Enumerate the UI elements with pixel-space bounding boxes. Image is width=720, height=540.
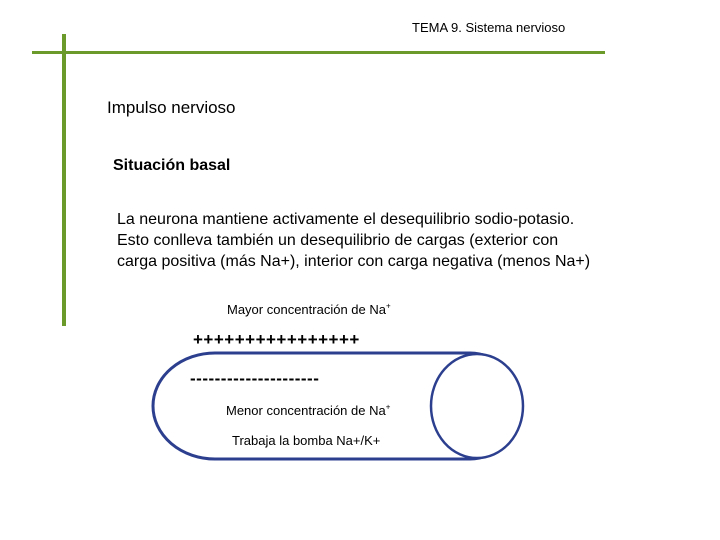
paragraph-line: Esto conlleva también un desequilibrio de cargas (exterior con (117, 232, 559, 249)
paragraph-line: La neurona mantiene activamente el desequilibrio sodio-potasio. (117, 211, 575, 228)
pump-circle (431, 354, 523, 458)
heading-situacion: Situación basal (113, 157, 231, 174)
menor-concentracion-label: Menor concentración de Na+ (226, 402, 391, 418)
negative-charges: --------------------- (190, 369, 320, 388)
header-title: TEMA 9. Sistema nervioso (412, 20, 566, 35)
heading-impulso: Impulso nervioso (107, 98, 236, 117)
bomba-label: Trabaja la bomba Na+/K+ (232, 433, 381, 448)
positive-charges: ++++++++++++++++ (193, 330, 360, 349)
mayor-concentracion-label: Mayor concentración de Na+ (227, 301, 391, 317)
paragraph-line: carga positiva (más Na+), interior con carga negativa (menos Na+) (117, 253, 591, 270)
